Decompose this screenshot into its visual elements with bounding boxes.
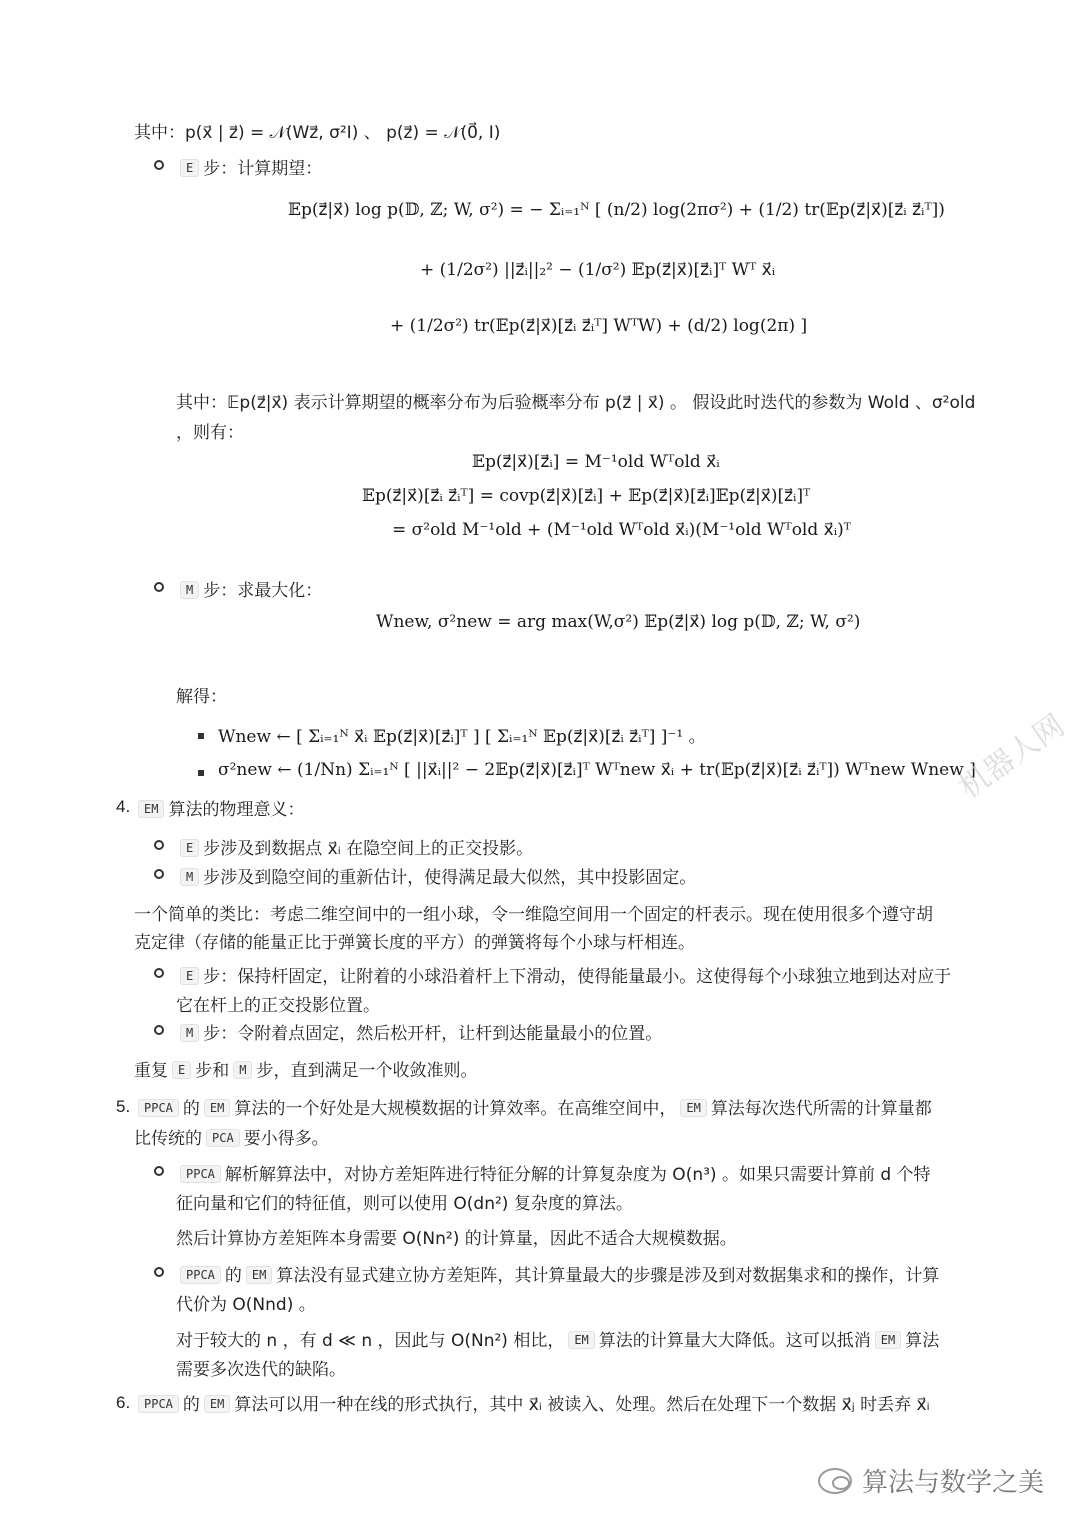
code-tag: M <box>180 868 199 886</box>
item-number: 6. <box>116 1393 131 1412</box>
code-tag: PPCA <box>138 1395 179 1413</box>
bullet-circle <box>154 160 164 170</box>
item5-bullet1-line2: 征向量和它们的特征值，则可以使用 O(dn²) 复杂度的算法。 <box>176 1194 633 1214</box>
equation-expectation-line1: 𝔼p(z⃗|x⃗) log p(𝔻, ℤ; W, σ²) = − Σᵢ₌₁ᴺ [ (n/2) log(2πσ²) + (1/2) tr(𝔼p(z⃗|x⃗)[z⃗ᵢ z⃗ᵢᵀ]) <box>288 200 945 220</box>
repeat-text: 重复 E 步和 M 步，直到满足一个收敛准则。 <box>134 1061 478 1081</box>
code-tag: EM <box>204 1395 230 1413</box>
bullet-circle <box>154 1166 164 1176</box>
code-tag: E <box>180 159 199 177</box>
solution-sigma: σ²new ← (1/Nn) Σᵢ₌₁ᴺ [ ||x⃗ᵢ||² − 2𝔼p(z⃗|x⃗)[z⃗ᵢ]ᵀ Wᵀnew x⃗ᵢ + tr(𝔼p(z⃗|x⃗)[z⃗ᵢ z⃗ᵢᵀ]) Wᵀnew Wnew ] <box>218 760 976 780</box>
bullet-square <box>198 770 204 776</box>
code-tag: EM <box>875 1331 901 1349</box>
item4-bullet-m: M 步涉及到隐空间的重新估计，使得满足最大似然，其中投影固定。 <box>176 863 696 888</box>
equation-expectation-line2: + (1/2σ²) ||z⃗ᵢ||₂² − (1/σ²) 𝔼p(z⃗|x⃗)[z⃗ᵢ]ᵀ Wᵀ x⃗ᵢ <box>420 260 776 280</box>
brand-name: 算法与数学之美 <box>862 1468 1045 1498</box>
code-tag: E <box>180 839 199 857</box>
code-tag: EM <box>138 800 164 818</box>
analogy-m-step: M 步：令附着点固定，然后松开杆，让杆到达能量最小的位置。 <box>176 1019 662 1044</box>
item5-bullet2-line2: 代价为 O(Nnd) 。 <box>176 1295 316 1315</box>
analogy-e-step: E 步：保持杆固定，让附着的小球沿着杆上下滑动，使得能量最小。这使得每个小球独立地到达对应于 <box>176 962 951 987</box>
item5-bullet1-line3: 然后计算协方差矩阵本身需要 O(Nn²) 的计算量，因此不适合大规模数据。 <box>176 1229 737 1249</box>
item6-line1: PPCA 的 EM 算法可以用一种在线的形式执行，其中 x⃗ᵢ 被读入、处理。然后在处理下一个数据 x⃗ⱼ 时丢弃 x⃗ᵢ <box>134 1390 930 1415</box>
m-step-heading: M 步：求最大化： <box>176 576 322 601</box>
solve-label: 解得： <box>176 687 227 707</box>
solution-w: Wnew ← [ Σᵢ₌₁ᴺ x⃗ᵢ 𝔼p(z⃗|x⃗)[z⃗ᵢ]ᵀ ] [ Σᵢ₌₁ᴺ 𝔼p(z⃗|x⃗)[z⃗ᵢ z⃗ᵢᵀ] ]⁻¹ 。 <box>218 727 706 747</box>
item5-line2: 比传统的 PCA 要小得多。 <box>134 1129 329 1149</box>
code-tag: EM <box>204 1099 230 1117</box>
equation-posterior-second-moment: 𝔼p(z⃗|x⃗)[z⃗ᵢ z⃗ᵢᵀ] = covp(z⃗|x⃗)[z⃗ᵢ] + 𝔼p(z⃗|x⃗)[z⃗ᵢ]𝔼p(z⃗|x⃗)[z⃗ᵢ]ᵀ <box>362 486 811 506</box>
code-tag: PCA <box>206 1129 240 1147</box>
code-tag: PPCA <box>180 1165 221 1183</box>
code-tag: E <box>180 967 199 985</box>
code-tag: M <box>233 1061 252 1079</box>
item5-bullet1-line1: PPCA 解析解算法中，对协方差矩阵进行特征分解的计算复杂度为 O(n³) 。如果只需要计算前 d 个特 <box>176 1160 931 1185</box>
item-number: 4. <box>116 797 131 816</box>
bullet-circle <box>154 968 164 978</box>
item4-bullet-e: E 步涉及到数据点 x⃗ᵢ 在隐空间上的正交投影。 <box>176 834 533 859</box>
code-tag: M <box>180 1024 199 1042</box>
wechat-logo-icon <box>818 1468 852 1494</box>
where-text: 其中：𝔼p(z⃗|x⃗) 表示计算期望的概率分布为后验概率分布 p(z⃗ | x⃗) 。 假设此时迭代的参数为 Wold 、σ²old <box>176 393 976 413</box>
item-number: 5. <box>116 1097 131 1116</box>
bullet-circle <box>154 840 164 850</box>
code-tag: EM <box>568 1331 594 1349</box>
item5-bullet2-line3: 对于较大的 n ，有 d ≪ n ，因此与 O(Nn²) 相比， EM 算法的计算量大大降低。这可以抵消 EM 算法 <box>176 1331 940 1351</box>
code-tag: M <box>180 581 199 599</box>
analogy-paragraph-line1: 一个简单的类比：考虑二维空间中的一组小球，令一维隐空间用一个固定的杆表示。现在使用很多个遵守胡 <box>134 905 933 925</box>
analogy-paragraph-line2: 克定律（存储的能量正比于弹簧长度的平方）的弹簧将每个小球与杆相连。 <box>134 933 695 953</box>
formula-line-top: 其中：p(x⃗ | z⃗) = 𝒩(Wz⃗, σ²I) 、 p(z⃗) = 𝒩(0⃗, I) <box>134 123 501 143</box>
brand-footer <box>818 1462 1044 1499</box>
item5-line1: PPCA 的 EM 算法的一个好处是大规模数据的计算效率。在高维空间中， EM 算法每次迭代所需的计算量都 <box>134 1094 932 1119</box>
code-tag: E <box>172 1061 191 1079</box>
equation-posterior-expanded: = σ²old M⁻¹old + (M⁻¹old Wᵀold x⃗ᵢ)(M⁻¹old Wᵀold x⃗ᵢ)ᵀ <box>392 520 851 540</box>
equation-expectation-line3: + (1/2σ²) tr(𝔼p(z⃗|x⃗)[z⃗ᵢ z⃗ᵢᵀ] WᵀW) + (d/2) log(2π) ] <box>390 316 808 336</box>
bullet-circle <box>154 869 164 879</box>
bullet-circle <box>154 582 164 592</box>
code-tag: PPCA <box>180 1266 221 1284</box>
equation-posterior-mean: 𝔼p(z⃗|x⃗)[z⃗ᵢ] = M⁻¹old Wᵀold x⃗ᵢ <box>472 452 720 472</box>
code-tag: EM <box>246 1266 272 1284</box>
bullet-circle <box>154 1267 164 1277</box>
item5-bullet2-line1: PPCA 的 EM 算法没有显式建立协方差矩阵，其计算量最大的步骤是涉及到对数据集求和的操作，计算 <box>176 1261 939 1286</box>
analogy-e-step-cont: 它在杆上的正交投影位置。 <box>176 996 380 1016</box>
where-text-cont: ，则有： <box>176 423 244 443</box>
code-tag: EM <box>680 1099 706 1117</box>
bullet-circle <box>154 1025 164 1035</box>
e-step-heading: E 步：计算期望： <box>176 154 322 179</box>
item5-bullet2-line4: 需要多次迭代的缺陷。 <box>176 1360 346 1380</box>
equation-maximization: Wnew, σ²new = arg max(W,σ²) 𝔼p(z⃗|x⃗) log p(𝔻, ℤ; W, σ²) <box>376 612 861 632</box>
watermark: 机器人网 <box>952 708 1072 806</box>
item4-heading: EM 算法的物理意义： <box>134 795 304 820</box>
bullet-square <box>198 733 204 739</box>
code-tag: PPCA <box>138 1099 179 1117</box>
